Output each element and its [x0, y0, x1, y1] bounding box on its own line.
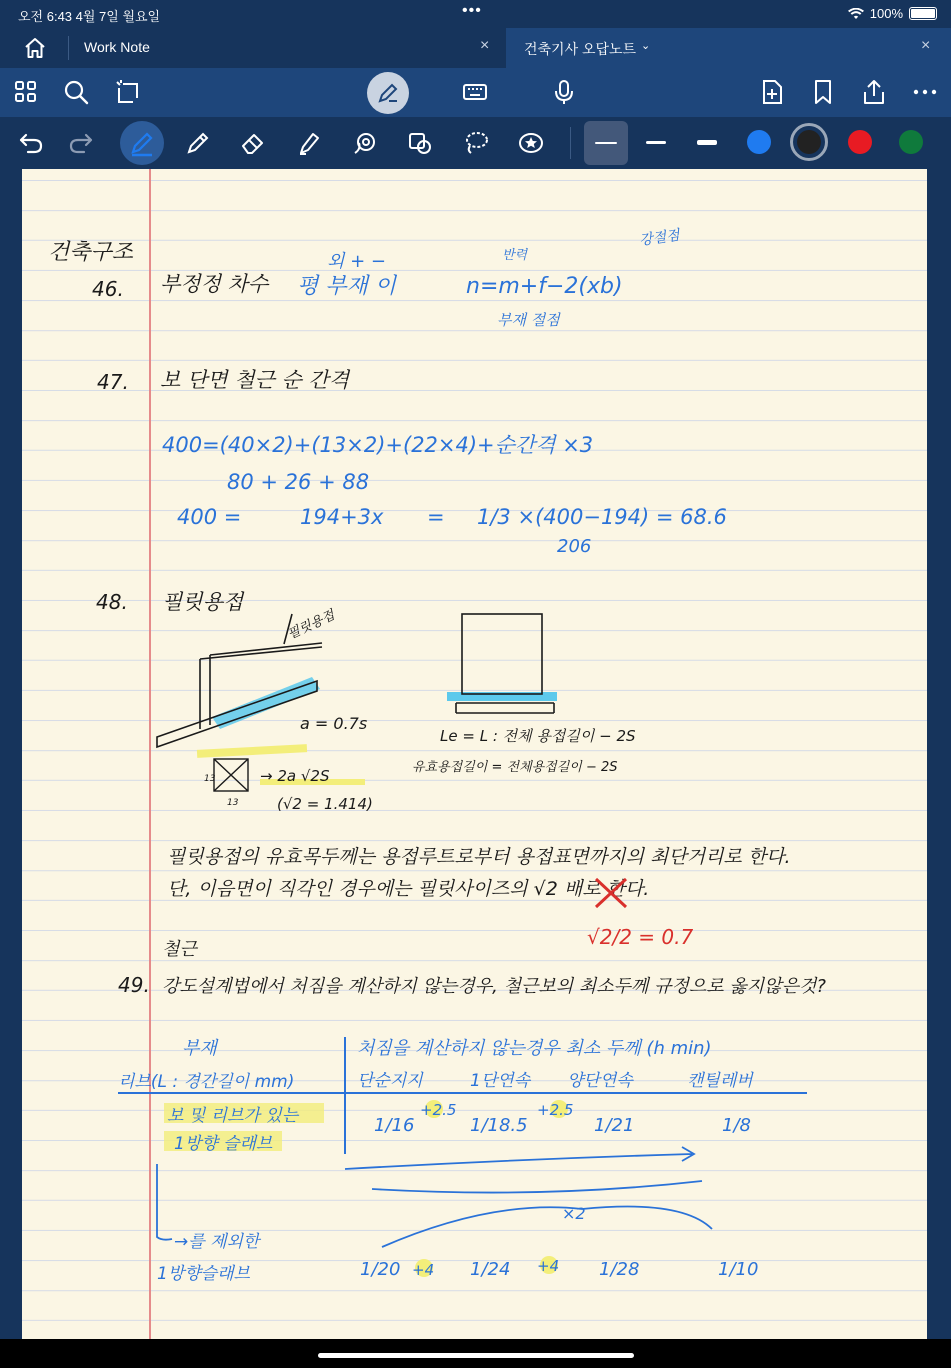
q47-line3b: 194+3x	[300, 505, 384, 529]
color-red-swatch[interactable]	[848, 130, 872, 154]
q49-w2: 1/24	[470, 1259, 511, 1280]
eraser-icon[interactable]	[239, 129, 267, 157]
share-icon[interactable]	[860, 78, 888, 106]
microphone-icon[interactable]	[550, 78, 578, 106]
q47-line1: 400=(40×2)+(13×2)+(22×4)+순간격 ×3	[162, 433, 594, 457]
q49-times-two: ×2	[562, 1204, 586, 1223]
status-time-date: 오전 6:43 4월 7일 월요일	[18, 9, 161, 24]
tab-work-note-label: Work Note	[84, 39, 150, 55]
keyboard-icon[interactable]	[461, 78, 489, 106]
status-bar	[0, 0, 951, 28]
q47-line4: 206	[557, 536, 592, 557]
q49-plus4a: +4	[412, 1261, 435, 1279]
q49-number: 49.	[118, 973, 150, 997]
multitask-dots[interactable]: •••	[462, 2, 482, 19]
grid-icon[interactable]	[12, 78, 40, 106]
q48-title: 필릿용접	[162, 590, 244, 614]
q49-v4: 1/8	[722, 1115, 751, 1136]
q48-sqrt-note: → 2a √2S	[260, 767, 330, 785]
search-icon[interactable]	[62, 78, 90, 106]
add-page-icon[interactable]	[758, 78, 786, 106]
q48-paragraph1: 필릿용접의 유효목두께는 용접루트로부터 용접표면까지의 최단거리로 한다.	[167, 846, 791, 868]
q49-row2a: →를 제외한	[174, 1232, 260, 1252]
q49-title: 강도설계법에서 처짐을 계산하지 않는경우, 철근보의 최소두께 규정으로 옳지않은것?	[162, 976, 826, 997]
note-heading: 건축구조	[48, 240, 134, 265]
q49-head-simple: 단순지지	[357, 1071, 423, 1091]
redo-icon[interactable]	[67, 129, 95, 157]
stroke-medium-button[interactable]	[646, 141, 666, 144]
q49-v2: 1/18.5	[470, 1115, 528, 1136]
main-toolbar	[0, 68, 951, 117]
q47-title: 보 단면 철근 순 간격	[160, 368, 349, 392]
highlight	[197, 744, 307, 758]
q49-col-member: 부재	[182, 1038, 217, 1059]
q46-title: 부정정 차수	[160, 272, 269, 296]
q48-dim-left: 13	[204, 774, 216, 784]
shapes-icon[interactable]	[351, 129, 379, 157]
q47-line3c: =	[427, 505, 445, 529]
color-black-swatch[interactable]	[797, 130, 821, 154]
bookmark-icon[interactable]	[809, 78, 837, 106]
lasso-icon[interactable]	[462, 129, 490, 157]
stroke-thick-button[interactable]	[697, 140, 717, 145]
q47-number: 47.	[97, 370, 129, 394]
q46-note-reaction: 반력	[502, 248, 528, 263]
q49-row1b: 1방향 슬래브	[174, 1134, 273, 1154]
q46-number: 46.	[92, 277, 124, 301]
q49-v1: 1/16	[374, 1115, 415, 1136]
q49-plus4b: +4	[537, 1257, 560, 1275]
undo-icon[interactable]	[17, 129, 45, 157]
tab-bar	[0, 28, 951, 68]
q47-line3d: 1/3 ×(400−194) = 68.6	[477, 505, 727, 529]
q48-sqrt-value: (√2 = 1.414)	[277, 795, 373, 813]
q46-note-members: 부재 절점	[497, 311, 560, 329]
q47-line2: 80 + 26 + 88	[227, 470, 370, 494]
q48-throat: a = 0.7s	[300, 714, 368, 733]
tab-divider	[68, 36, 69, 60]
tab-architecture-note[interactable]	[506, 28, 951, 68]
q48-red-note: √2/2 = 0.7	[587, 925, 694, 949]
q49-head-both-ends: 양단연속	[567, 1071, 633, 1091]
q46-formula: n=m+f−2(xb)	[466, 274, 623, 299]
tab-architecture-note-label: 건축기사 오답노트	[524, 41, 637, 57]
sticker-icon[interactable]	[517, 129, 545, 157]
select-magic-icon[interactable]	[113, 78, 141, 106]
tab-work-note[interactable]	[70, 28, 506, 68]
q48-eq2: 유효용접길이 = 전체용접길이 − 2S	[412, 760, 618, 775]
q49-head-cantilever: 캔틸레버	[687, 1071, 753, 1091]
q48-fillet-label: 필릿용접	[285, 607, 338, 643]
close-icon[interactable]: ×	[480, 37, 490, 54]
pencil-icon[interactable]	[184, 129, 212, 157]
q49-diff2: +2.5	[537, 1101, 574, 1119]
note-page[interactable]	[22, 169, 927, 1339]
q49-head-one-end: 1단연속	[470, 1071, 531, 1091]
q48-dim-bottom: 13	[227, 798, 239, 808]
color-green-swatch[interactable]	[899, 130, 923, 154]
battery-icon	[909, 7, 937, 20]
q46-sign-note: 외 + −	[327, 251, 386, 272]
q49-diff1: +2.5	[420, 1101, 457, 1119]
chevron-down-icon[interactable]: ⌄	[641, 40, 651, 52]
q49-w4: 1/10	[718, 1259, 759, 1280]
highlighter-icon[interactable]	[295, 129, 323, 157]
q49-v3: 1/21	[594, 1115, 635, 1136]
q48-paragraph2: 단, 이음면이 직각인 경우에는 필릿사이즈의 √2 배로 한다.	[167, 878, 650, 900]
q49-row1a: 보 및 리브가 있는	[167, 1106, 299, 1126]
more-icon[interactable]	[911, 78, 939, 106]
q48-eq1: Le = L : 전체 용접길이 − 2S	[440, 727, 636, 745]
q49-col-member-sub: 리브(L : 경간길이 mm)	[118, 1072, 295, 1092]
handwriting-canvas	[22, 169, 927, 1339]
q46-parts: 평 부재 이	[297, 274, 396, 299]
toolbar-divider	[570, 127, 571, 159]
image-icon[interactable]	[406, 129, 434, 157]
q46-note-rigid: 강절점	[638, 227, 681, 249]
home-icon[interactable]	[20, 36, 50, 60]
pen-icon[interactable]	[120, 121, 164, 165]
stroke-thin-line	[595, 142, 617, 144]
q47-line3a: 400 =	[177, 505, 242, 529]
q48-number: 48.	[96, 590, 128, 614]
color-blue-swatch[interactable]	[747, 130, 771, 154]
close-icon[interactable]: ×	[921, 37, 931, 54]
battery-percent: 100%	[869, 6, 903, 21]
q49-w1: 1/20	[360, 1259, 401, 1280]
q49-row2b: 1방향슬래브	[157, 1264, 250, 1284]
home-indicator[interactable]	[318, 1353, 634, 1358]
q49-tag: 철근	[162, 939, 197, 960]
throat-square-sketch	[214, 759, 248, 791]
status-right	[848, 6, 937, 21]
stroke-thin-button[interactable]	[584, 121, 628, 165]
q49-w3: 1/28	[599, 1259, 640, 1280]
q49-table-heading: 처짐을 계산하지 않는경우 최소 두께 (h min)	[357, 1038, 712, 1059]
wifi-icon	[848, 8, 864, 20]
pen-mode-icon[interactable]	[367, 72, 409, 114]
